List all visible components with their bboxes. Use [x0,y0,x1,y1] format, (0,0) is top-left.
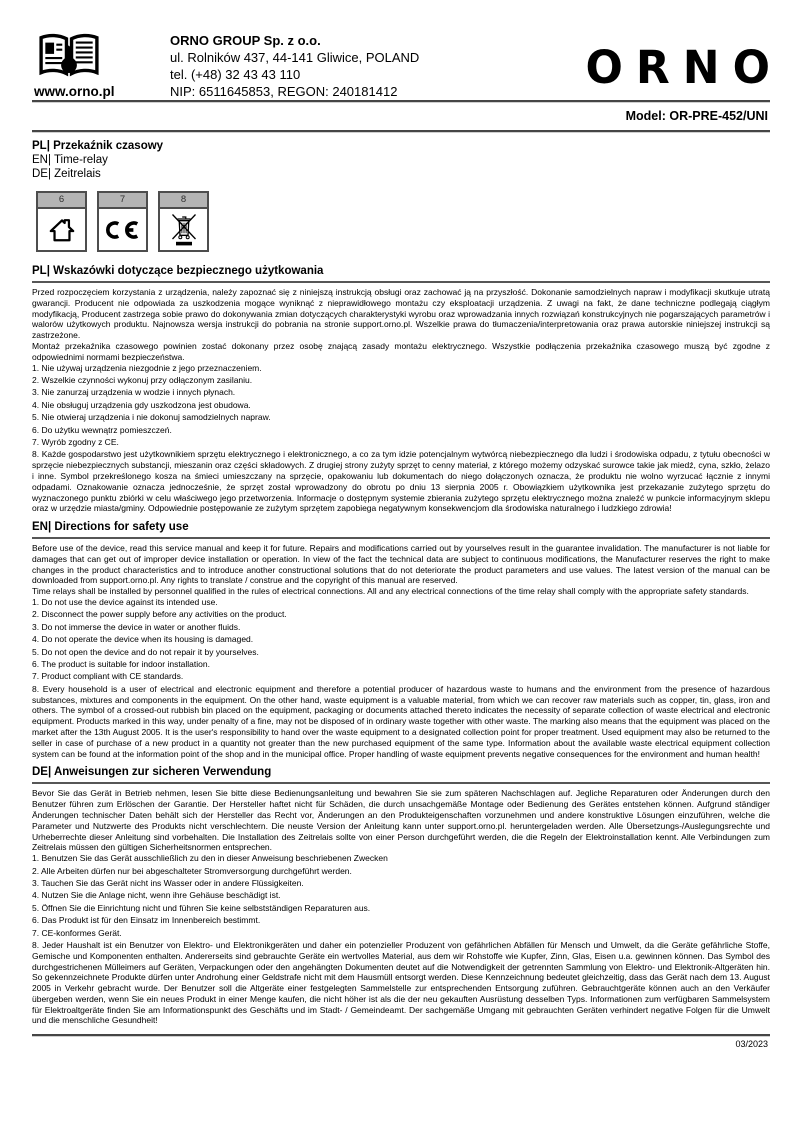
text-line: Montaż przekaźnika czasowego powinien zostać dokonany przez osobę znającą zasady montażu elektrycznego. Wszystkie podłączenia przekaźnika czasowego muszą być zgodne z odpowiednimi normami bezpieczeństwa. [32,340,770,362]
text-line: 7. CE-konformes Gerät. [32,927,122,938]
model-label: Model: OR-PRE-452/UNI [625,109,768,123]
manual-logo-block [32,30,164,99]
symbol-number: 6 [38,193,85,209]
section-items-pl [32,363,770,515]
text-line: 1. Nie używaj urządzenia niezgodnie z jego przeznaczeniem. [32,362,262,373]
safety-symbols-row [36,191,770,252]
text-line: 1. Do not use the device against its intended use. [32,597,218,608]
text-line: 4. Do not operate the device when its housing is damaged. [32,634,254,645]
text-line: 5. Nie otwieraj urządzenia i nie dokonuj samodzielnych napraw. [32,412,271,423]
symbol-box-ce [97,191,148,252]
section-body-de [32,784,770,1026]
open-book-hand-icon [38,30,100,82]
section-paragraphs-de [32,788,770,853]
text-line: Przed rozpoczęciem korzystania z urządzenia, należy zapoznać się z niniejszą instrukcją obsługi oraz zachować ją na przyszłość. Dokonanie samodzielnych napraw i modyfikacji skutkuje utratą gwarancji. Producent nie odpowiada za uszkodzenia mogące wyniknąć z nieprawidłowego montażu czy eksploatacji urządzenia. Z uwagi na fakt, że dane techniczne podlegają ciągłym modyfikacją, Producent zastrzega sobie prawo do dokonywania zmian dotyczących charakterystyki wyrobu oraz wprowadzania innych rozwiązań konstrukcyjnych nie pogarszających parametrów i walorów użytkowych produktu. Najnowsza wersja instrukcji do pobrania na stronie support.orno.pl. Wszelkie prawa do tłumaczenia/interpretowania oraz prawa autorskie niniejszej instrukcji są zastrzeżone. [32,287,770,341]
ce-mark-icon [104,219,142,241]
company-info [170,30,419,100]
text-line: 8. Jeder Haushalt ist ein Benutzer von Elektro- und Elektronikgeräten und daher ein potenzieller Produzent von gefährlichen Abfällen für Mensch und Umwelt, da die Geräte gefährliche Stoffe, Gemische und Komponenten enthalten. Andererseits sind gebrauchte Geräte ein wertvolles Material, aus dem wir Rohstoffe wie Kupfer, Zinn, Glas, Eisen u.a. gewinnen können. Das Symbol des durchgestrichenen Mülleimers auf Geräten, Verpackungen oder den angehängten Dokumenten deutet auf die Notwendigkeit der getrennten Sammlung von Elektro- und Elektronik-Altgeräten hin. So gekennzeichnete Produkte dürfen unter Androhung einer Geldstrafe nicht mit dem Hausmüll entsorgt werden. Diese Kennzeichnung bedeutet gleichzeitig, dass das Gerät nach dem 13. August 2005 in Verkehr gebracht wurde. Der Benutzer soll die Altgeräte einer festgelegten Sammelstelle zur entsprechenden Entsorgung zuführen. Gebrauchtgeräte können auch an den Verkäufer übergeben werden, wenn Sie ein neues Produkt in einer Menge kaufen, die nicht höher ist als die der neu gekauften Ausrüstung desselben Typs. Informationen zum verfügbaren Sammelsystem für Elektroaltgeräte finden Sie am Informationspunkt des Geschäfts und im Stadt- / Gemeindeamt. Der sachgemäße Umgang mit gebrauchten Geräten verhindert negative Folgen für die Umwelt und die menschliche Gesundheit! [32,939,770,1026]
product-name-de: DE| Zeitrelais [32,168,101,180]
symbol-number: 7 [99,193,146,209]
symbol-box-weee [158,191,209,252]
text-line: 2. Disconnect the power supply before any activities on the product. [32,609,287,620]
text-line: 4. Nutzen Sie die Anlage nicht, wenn ihre Gehäuse beschädigt ist. [32,890,281,901]
text-line: 6. Do użytku wewnątrz pomieszczeń. [32,424,172,435]
text-line: Time relays shall be installed by personnel qualified in the rules of electrical connections. All and any electrical connections of the time relay shall comply with the appropriate safety standards. [32,586,749,597]
text-line: 4. Nie obsługuj urządzenia gdy uszkodzona jest obudowa. [32,399,251,410]
text-line: Before use of the device, read this service manual and keep it for future. Repairs and modifications carried out by yourselves result in the guarantee invalidation. The manufacturer is not liable for damages that can get out of improper device installation or operation. In view of the fact the technical data are subject to continuous modifications, the Manufacturer reserves the right to make changes in the product characteristics and to introduce another constructional solutions that do not deteriorate the product parameters and use values. The latest version of the manual can be downloaded from support.orno.pl. Any rights to translate / construe and the copyright of this manual are reserved. [32,543,770,586]
text-line: 3. Nie zanurzaj urządzenia w wodzie i innych płynach. [32,387,236,398]
text-line: 2. Alle Arbeiten dürfen nur bei abgeschalteter Stromversorgung durchgeführt werden. [32,865,352,876]
company-name: ORNO GROUP Sp. z o.o. [170,33,321,48]
text-line: 3. Tauchen Sie das Gerät nicht ins Wasser oder in andere Flüssigkeiten. [32,877,304,888]
pointing-hand [61,45,77,73]
text-line: 3. Do not immerse the device in water or another fluids. [32,621,241,632]
weee-crossed-bin-icon [169,212,199,248]
section-paragraphs-en [32,543,770,597]
orno-logo: ORNO [585,41,783,95]
text-line: 6. Das Produkt ist für den Einsatz im Innenbereich bestimmt. [32,915,261,926]
revision-date: 03/2023 [735,1039,768,1050]
header [32,30,783,100]
section-pl [32,260,770,514]
text-line: 5. Do not open the device and do not repair it by yourselves. [32,646,259,657]
section-heading-pl: PL| Wskazówki dotyczące bezpiecznego użytkowania [32,260,770,283]
product-name-pl: PL| Przekaźnik czasowy [32,140,164,152]
text-line: 7. Product compliant with CE standards. [32,671,184,682]
company-address: ul. Rolników 437, 44-141 Gliwice, POLAND [170,50,420,65]
text-line: 2. Wszelkie czynności wykonuj przy odłączonym zasilaniu. [32,374,253,385]
text-line: 8. Every household is a user of electrical and electronic equipment and therefore a potential producer of hazardous waste to humans and the environment from the presence of hazardous substances, mixtures and components in the equipment. On the other hand, waste equipment is a valuable material, from which we can recover raw materials such as copper, tin, glass, iron and others. The symbol of a crossed-out rubbish bin placed on the equipment, packaging or documents attached thereto indicates the necessity of separate collection of waste electrical and electronic equipment. Products marked in this way, under penalty of a fine, may not be disposed of in ordinary waste together with other waste. The marking also means that the equipment was placed on the market after the 13th August 2005. It is the user's responsibility to hand over the waste equipment to a designated collection point for proper treatment. Used equipment may also be returned to the seller in case of purchase of a new product in a quantity not greater than the new purchased equipment of the same type. Information about the available waste electrical equipment collection system can be found at the information point of the shop and in the municipal office. Proper handling of waste equipment prevents negative consequences for the environment and human health! [32,683,770,759]
section-body-pl [32,283,770,514]
text-line: Bevor Sie das Gerät in Betrieb nehmen, lesen Sie bitte diese Bedienungsanleitung und bewahren Sie sie zum späteren Nachschlagen auf. Jegliche Reparaturen oder Änderungen durch den Benutzer führen zum Erlöschen der Garantie. Der Hersteller haftet nicht für Schäden, die durch unsachgemäße Montage oder Bedienung des Gerätes entstehen können. Aufgrund ständiger Änderungen technischer Daten behält sich der Hersteller das Recht vor, Änderungen an den Produkteigenschaften vorzunehmen und andere konstruktive Lösungen einzuführen, welche die Parameter und Nutzwerte des Produkts nicht verschlechtern. Die neuste Version der Anleitung kann unter support.orno.pl. heruntergeladen werden. Alle Übersetzungs-/Auslegungsrechte und Urheberrechte dieser Anleitung sind vorbehalten. Die Installation des Zeitrelais sollte von einer Person durchgeführt werden, die die Regeln der Elektroinstallation kennt. Alle Verbindungen zum Zeitrelais müssen den gültigen Sicherheitsnormen entsprechen. [32,788,770,853]
section-items-de [32,853,770,1026]
symbol-box-indoor [36,191,87,252]
company-registration: NIP: 6511645853, REGON: 240181412 [170,84,398,99]
text-line: 8. Każde gospodarstwo jest użytkownikiem sprzętu elektrycznego i elektronicznego, a co za tym idzie potencjalnym wytwórcą niebezpiecznego dla ludzi i środowiska odpadu, z tytułu obecności w sprzęcie niebezpiecznych substancji, mieszanin oraz części składowych. Z drugiej strony zużyty sprzęt to cenny materiał, z którego możemy odzyskać surowce takie jak miedź, cyna, szkło, żelazo i inne. Symbol przekreślonego kosza na śmieci umieszczany na sprzęcie, opakowaniu lub dokumentach do niego dołączonych oznacza, że produktu nie wolno wyrzucać łącznie z innymi odpadami. Oznakowanie oznacza jednocześnie, że sprzęt został wprowadzony do obrotu po dniu 13 sierpnia 2005 r. Obowiązkiem użytkownika jest przekazanie zużytego sprzętu do wyznaczonego punktu zbiórki w celu właściwego jego przetworzenia. Informacje o dostępnym systemie zbierania zużytego sprzętu elektrycznego można znaleźć w punkcie informacyjnym sklepu oraz w urzędzie miasta/gminy. Odpowiednie postępowanie ze zużytym sprzętem zapobiega negatywnym konsekwencjom dla środowiska naturalnego i ludzkiego zdrowia! [32,449,770,514]
text-line: 7. Wyrób zgodny z CE. [32,436,119,447]
section-paragraphs-pl [32,287,770,363]
website-label: www.orno.pl [34,84,115,99]
indoor-use-house-icon [46,215,78,245]
company-phone: tel. (+48) 32 43 43 110 [170,67,301,82]
section-heading-en: EN| Directions for safety use [32,516,770,539]
section-heading-de: DE| Anweisungen zur sicheren Verwendung [32,761,770,784]
text-line: 6. The product is suitable for indoor installation. [32,659,210,670]
product-names [32,133,770,181]
text-line: 5. Öffnen Sie die Einrichtung nicht und führen Sie keine selbstständigen Reparaturen aus. [32,902,371,913]
section-de [32,761,770,1026]
product-name-en: EN| Time-relay [32,154,108,166]
section-body-en [32,539,770,759]
symbol-number: 8 [160,193,207,209]
text-line: 1. Benutzen Sie das Gerät ausschließlich zu den in dieser Anweisung beschriebenen Zwecken [32,853,388,864]
section-items-en [32,597,770,759]
section-en [32,516,770,759]
